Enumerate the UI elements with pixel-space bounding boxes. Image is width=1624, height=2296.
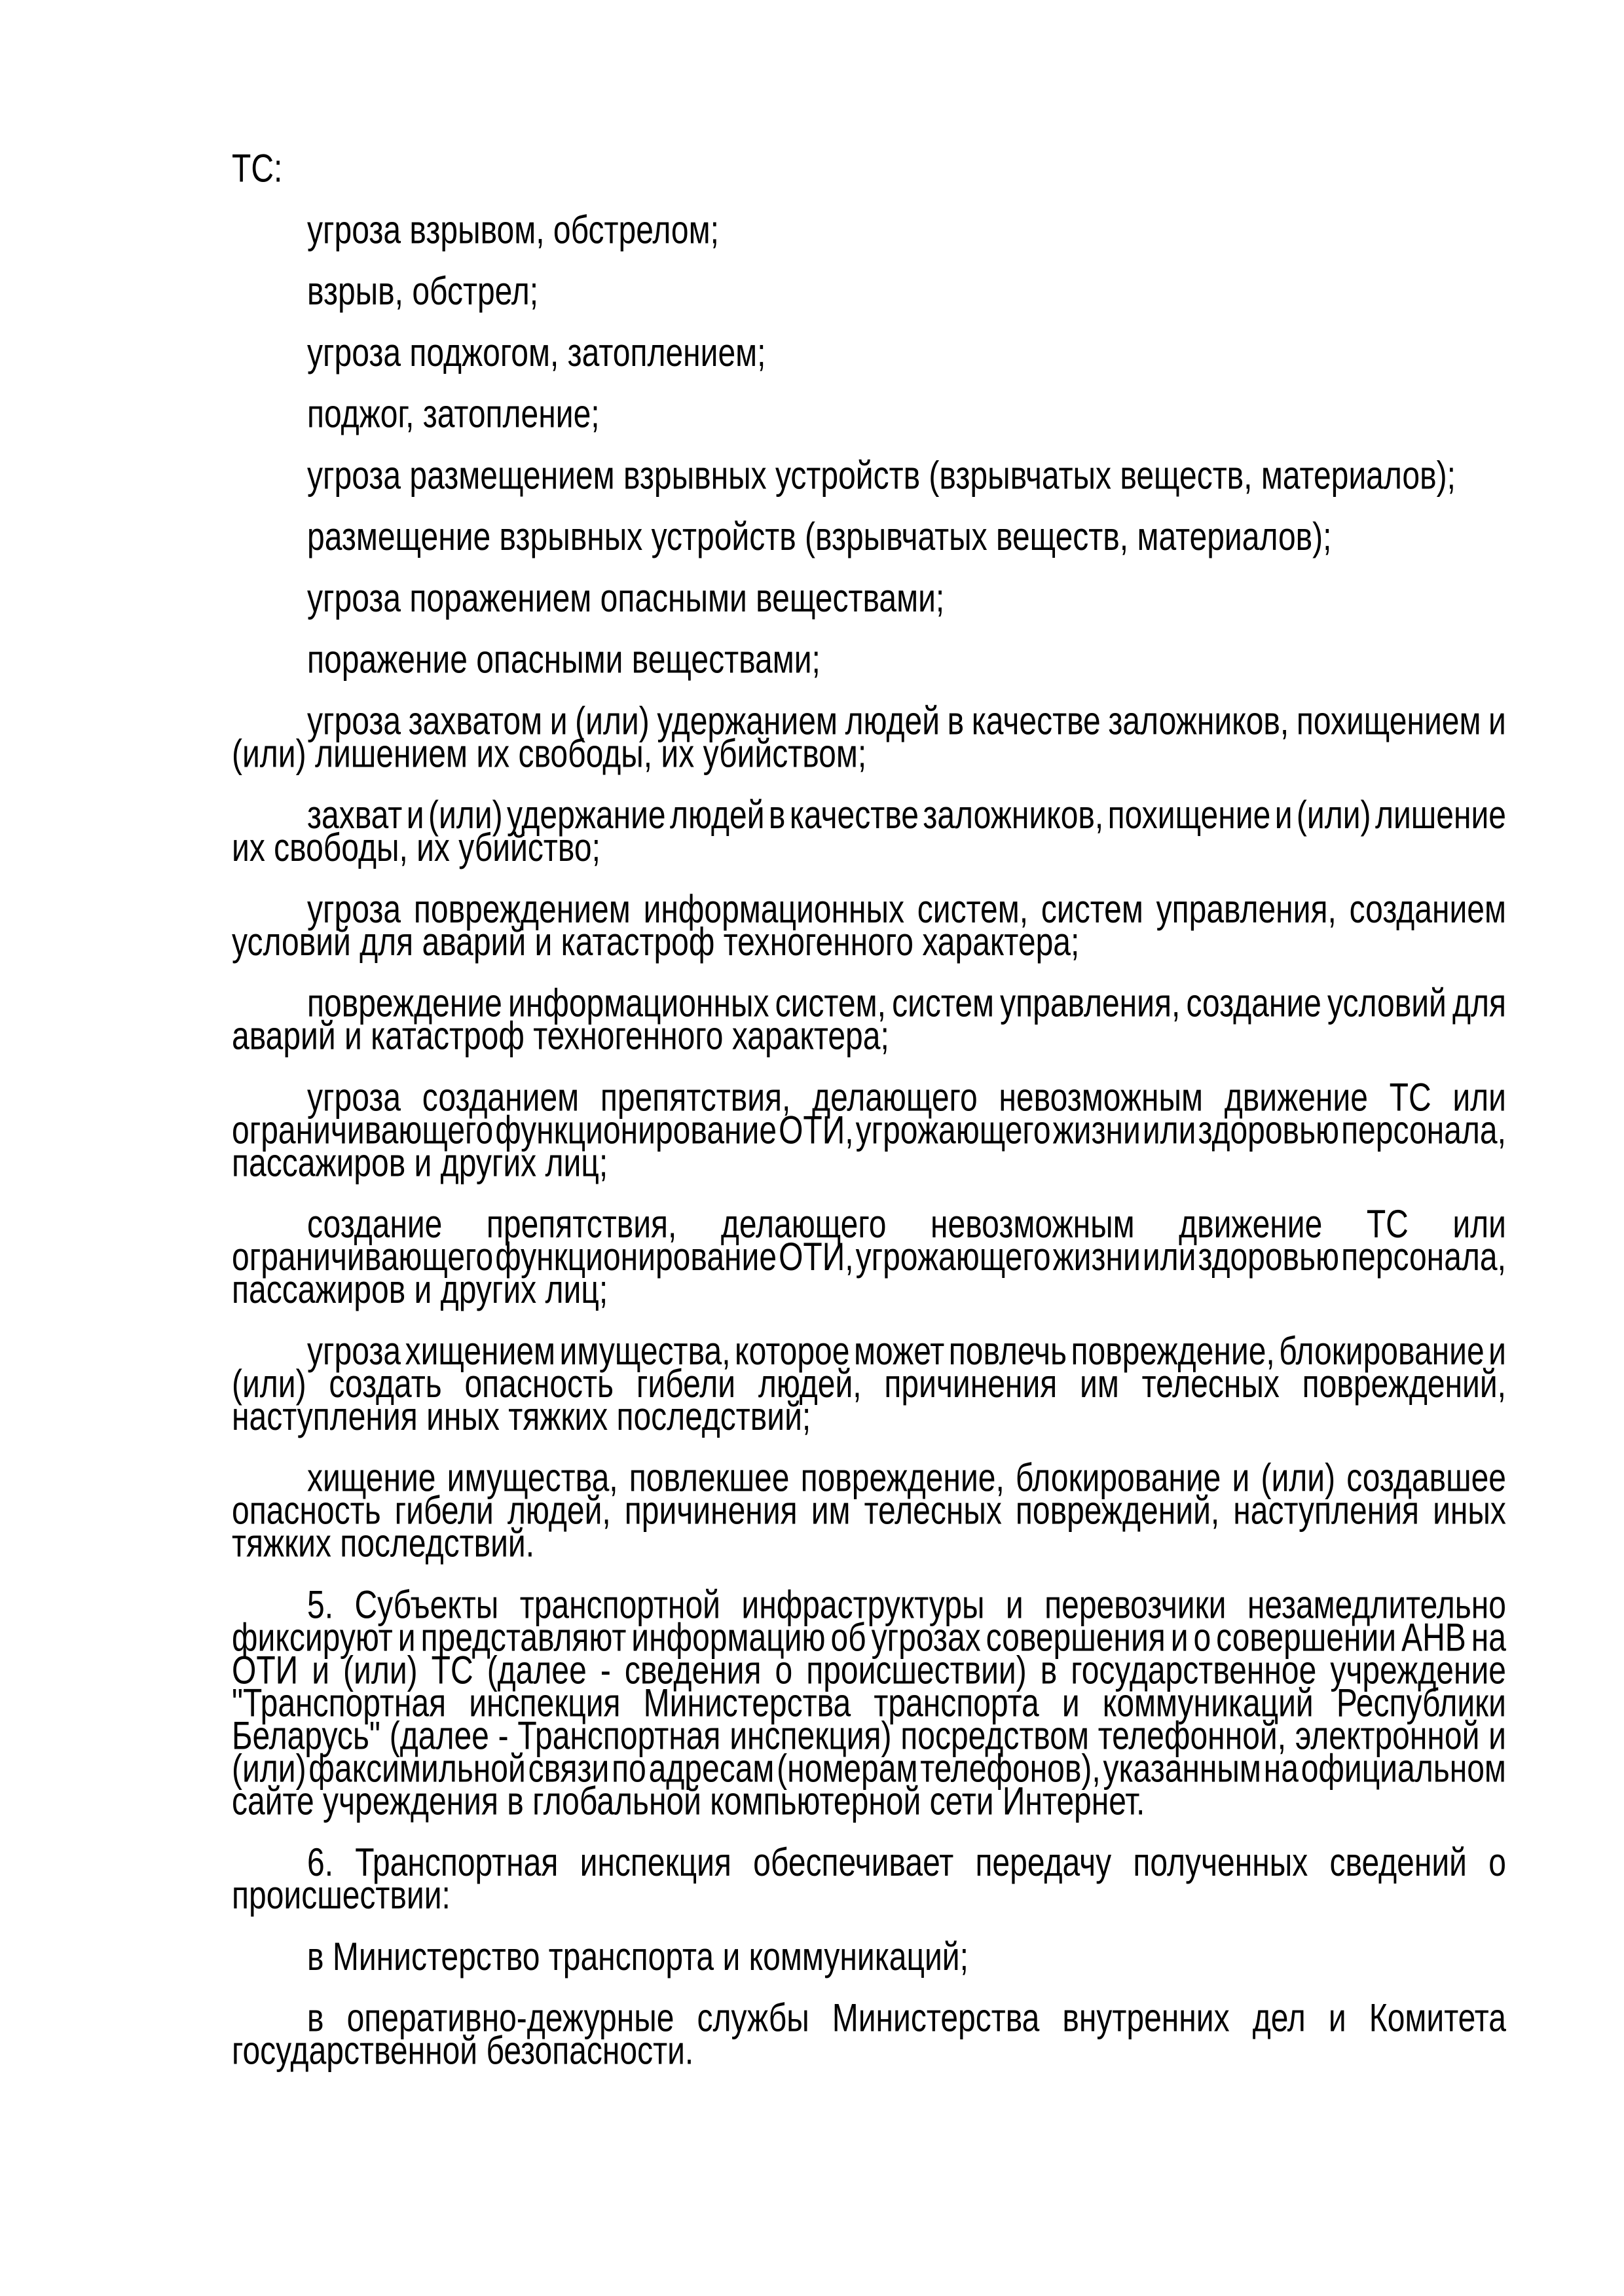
- word: полученных: [1133, 1841, 1308, 1885]
- paragraph: [232, 793, 1506, 870]
- word: телефонной,: [1098, 1714, 1287, 1758]
- word: заложников,: [1108, 699, 1289, 743]
- word: повреждение: [307, 982, 502, 1026]
- word: блокирование: [1015, 1457, 1221, 1501]
- word: управления,: [1000, 982, 1181, 1026]
- word: (или): [232, 1362, 306, 1406]
- word: службы: [697, 1997, 809, 2041]
- word: персонала,: [1341, 1108, 1506, 1152]
- word: заложников,: [923, 793, 1104, 837]
- word: причинения: [624, 1489, 798, 1533]
- word: похищение: [1107, 793, 1271, 837]
- word: угроза: [307, 699, 401, 743]
- text-line: тяжких последствий.: [232, 1522, 535, 1566]
- word: (или): [575, 699, 650, 743]
- word: Министерства: [832, 1997, 1040, 2041]
- word: "Транспортная: [232, 1681, 447, 1725]
- word: (номерам: [777, 1747, 918, 1791]
- word: удержанием: [657, 699, 838, 743]
- word: инфраструктуры: [741, 1583, 985, 1627]
- text-line: пассажиров и других лиц;: [232, 1141, 608, 1185]
- word: инспекция): [729, 1714, 892, 1758]
- word: управления,: [1156, 888, 1337, 932]
- word: которое: [735, 1330, 850, 1374]
- word: происшествии): [806, 1649, 1027, 1692]
- text-line: поджог, затопление;: [307, 393, 600, 437]
- word: внутренних: [1062, 1997, 1230, 2041]
- word: перевозчики: [1044, 1583, 1227, 1627]
- word: сведений: [1329, 1841, 1467, 1885]
- word: о: [775, 1649, 793, 1692]
- word: угроза: [307, 1076, 401, 1120]
- text-line: угроза взрывом, обстрелом;: [307, 208, 719, 252]
- word: коммуникаций: [1102, 1681, 1314, 1725]
- text-line: угроза поражением опасными веществами;: [307, 577, 945, 621]
- text-line: наступления иных тяжких последствий;: [232, 1395, 811, 1439]
- word: адресам: [648, 1747, 775, 1791]
- word: опасность: [232, 1489, 381, 1533]
- word: и: [1488, 699, 1506, 743]
- word: в: [947, 699, 965, 743]
- word: факсимильной: [308, 1747, 526, 1791]
- word: и: [549, 699, 568, 743]
- word: ОТИ,: [779, 1108, 854, 1152]
- word: угрозах: [871, 1616, 981, 1660]
- word: -: [600, 1649, 611, 1692]
- word: Беларусь": [232, 1714, 380, 1758]
- word: похищением: [1296, 699, 1481, 743]
- word: лишение: [1375, 793, 1506, 837]
- word: в: [307, 1997, 324, 2041]
- word: захват: [307, 793, 403, 837]
- word: ТС: [1389, 1076, 1431, 1120]
- word: движение: [1224, 1076, 1368, 1120]
- word: телефонов),: [920, 1747, 1101, 1791]
- word: представляют: [420, 1616, 627, 1660]
- word: на: [1263, 1747, 1299, 1791]
- word: хищение: [307, 1457, 436, 1501]
- word: хищением: [405, 1330, 556, 1374]
- word: имущества,: [447, 1457, 618, 1501]
- word: и: [406, 793, 424, 837]
- word: функционирование: [495, 1235, 777, 1279]
- word: обеспечивает: [753, 1841, 954, 1885]
- word: людей: [670, 793, 765, 837]
- word: и: [397, 1616, 416, 1660]
- word: инспекция: [469, 1681, 621, 1725]
- word: делающего: [812, 1076, 978, 1120]
- word: создание: [1186, 982, 1321, 1026]
- word: указанным: [1103, 1747, 1261, 1791]
- word: движение: [1179, 1203, 1323, 1247]
- word: им: [1080, 1362, 1119, 1406]
- text-line: угроза поджогом, затоплением;: [307, 331, 766, 375]
- word: -: [498, 1714, 509, 1758]
- paragraph: [232, 577, 1506, 621]
- word: повреждением: [413, 888, 631, 932]
- word: государственное: [1071, 1649, 1317, 1692]
- word: или: [1142, 1108, 1196, 1152]
- word: невозможным: [999, 1076, 1204, 1120]
- paragraph: [232, 888, 1506, 964]
- word: в: [1040, 1649, 1058, 1692]
- word: телесных: [1141, 1362, 1280, 1406]
- word: АНВ: [1401, 1616, 1466, 1660]
- word: препятствия,: [600, 1076, 791, 1120]
- paragraph: [232, 147, 1506, 191]
- text-line: в Министерство транспорта и коммуникаций;: [307, 1935, 969, 1979]
- word: на: [1471, 1616, 1506, 1660]
- word: систем,: [917, 888, 1029, 932]
- word: 6.: [307, 1841, 334, 1885]
- text-line: ТС:: [232, 147, 283, 191]
- word: Транспортная: [355, 1841, 559, 1885]
- word: создать: [329, 1362, 442, 1406]
- text-line: сайте учреждения в глобальной компьютерной сети Интернет.: [232, 1779, 1145, 1823]
- word: о: [1488, 1841, 1506, 1885]
- word: и: [1005, 1583, 1024, 1627]
- paragraph: [232, 1935, 1506, 1979]
- word: создание: [307, 1203, 443, 1247]
- word: информационных: [643, 888, 904, 932]
- word: повреждение,: [800, 1457, 1005, 1501]
- word: опасность: [464, 1362, 614, 1406]
- word: удержание: [506, 793, 666, 837]
- word: или: [1452, 1076, 1506, 1120]
- word: (или): [343, 1649, 418, 1692]
- word: наступления: [1233, 1489, 1420, 1533]
- text-line: условий для аварий и катастроф техногенного характера;: [232, 920, 1080, 964]
- word: (или): [428, 793, 503, 837]
- word: официальном: [1301, 1747, 1506, 1791]
- word: блокирование: [1279, 1330, 1485, 1374]
- word: (или): [1296, 793, 1371, 837]
- word: о: [1193, 1616, 1211, 1660]
- word: ТС: [1366, 1203, 1409, 1247]
- word: угроза: [307, 1330, 401, 1374]
- word: совершении: [1216, 1616, 1397, 1660]
- word: информацию: [631, 1616, 826, 1660]
- word: и: [312, 1649, 329, 1692]
- word: невозможным: [931, 1203, 1135, 1247]
- text-line: поражение опасными веществами;: [307, 638, 821, 682]
- paragraph: [232, 1203, 1506, 1312]
- word: ОТИ: [232, 1649, 299, 1692]
- paragraph: [232, 393, 1506, 437]
- word: для: [1452, 982, 1506, 1026]
- word: фиксируют: [232, 1616, 393, 1660]
- word: жизни: [1052, 1108, 1141, 1152]
- word: или: [1452, 1203, 1506, 1247]
- word: повреждений,: [1302, 1362, 1506, 1406]
- word: качестве: [971, 699, 1101, 743]
- word: гибели: [394, 1489, 494, 1533]
- word: здоровью: [1198, 1108, 1340, 1152]
- word: созданием: [1349, 888, 1506, 932]
- text-line: происшествии:: [232, 1874, 451, 1918]
- word: дел: [1252, 1997, 1306, 2041]
- word: функционирование: [495, 1108, 777, 1152]
- word: делающего: [720, 1203, 887, 1247]
- word: 5.: [307, 1583, 334, 1627]
- word: и: [1328, 1997, 1346, 2041]
- text-line: пассажиров и других лиц;: [232, 1268, 608, 1312]
- word: людей,: [507, 1489, 611, 1533]
- word: информационных: [508, 982, 769, 1026]
- word: транспортной: [519, 1583, 720, 1627]
- word: (или): [232, 1747, 306, 1791]
- word: иных: [1433, 1489, 1506, 1533]
- word: и: [1170, 1616, 1189, 1660]
- paragraph: [232, 331, 1506, 375]
- word: систем: [1041, 888, 1143, 932]
- word: совершения: [986, 1616, 1166, 1660]
- word: (далее: [389, 1714, 489, 1758]
- word: и: [1488, 1330, 1506, 1374]
- paragraph: [232, 208, 1506, 252]
- word: гибели: [636, 1362, 736, 1406]
- word: передачу: [975, 1841, 1112, 1885]
- paragraph: [232, 515, 1506, 559]
- word: препятствия,: [486, 1203, 677, 1247]
- text-line: государственной безопасности.: [232, 2030, 694, 2073]
- word: людей: [845, 699, 940, 743]
- word: учреждение: [1330, 1649, 1506, 1692]
- text-line: взрыв, обстрел;: [307, 270, 539, 314]
- paragraph: [232, 638, 1506, 682]
- word: незамедлительно: [1247, 1583, 1506, 1627]
- word: повлечь: [948, 1330, 1067, 1374]
- word: им: [811, 1489, 851, 1533]
- word: созданием: [422, 1076, 580, 1120]
- word: и: [1274, 793, 1293, 837]
- word: и: [1232, 1457, 1250, 1501]
- word: может: [853, 1330, 945, 1374]
- word: и: [1488, 1714, 1506, 1758]
- text-line: (или) лишением их свободы, их убийством;: [232, 732, 867, 776]
- word: посредством: [900, 1714, 1089, 1758]
- word: транспорта: [874, 1681, 1039, 1725]
- word: об: [830, 1616, 866, 1660]
- word: ТС: [431, 1649, 473, 1692]
- paragraph: [232, 1457, 1506, 1566]
- paragraph: [232, 982, 1506, 1059]
- word: ограничивающего: [232, 1108, 494, 1152]
- word: и: [1061, 1681, 1080, 1725]
- word: Республики: [1336, 1681, 1506, 1725]
- text-line: их свободы, их убийство;: [232, 826, 600, 870]
- word: причинения: [884, 1362, 1058, 1406]
- text-line: угроза размещением взрывных устройств (взрывчатых веществ, материалов);: [307, 454, 1456, 498]
- word: повреждение,: [1071, 1330, 1275, 1374]
- word: здоровью: [1198, 1235, 1340, 1279]
- word: людей,: [758, 1362, 862, 1406]
- word: угроза: [307, 888, 401, 932]
- paragraph: [232, 454, 1506, 498]
- word: ОТИ,: [779, 1235, 854, 1279]
- word: угрожающего: [855, 1108, 1051, 1152]
- word: качестве: [789, 793, 919, 837]
- word: жизни: [1052, 1235, 1141, 1279]
- paragraph: [232, 1583, 1506, 1823]
- word: повреждений,: [1015, 1489, 1220, 1533]
- word: создавшее: [1346, 1457, 1506, 1501]
- word: Транспортная: [517, 1714, 721, 1758]
- paragraph: [232, 1997, 1506, 2073]
- word: Комитета: [1369, 1997, 1506, 2041]
- word: (далее: [487, 1649, 587, 1692]
- word: сведения: [624, 1649, 762, 1692]
- paragraph: [232, 1076, 1506, 1185]
- word: персонала,: [1341, 1235, 1506, 1279]
- word: условий: [1327, 982, 1447, 1026]
- word: или: [1142, 1235, 1196, 1279]
- paragraph: [232, 699, 1506, 776]
- word: по: [612, 1747, 646, 1791]
- word: связи: [528, 1747, 610, 1791]
- paragraph: [232, 1841, 1506, 1918]
- word: систем: [892, 982, 995, 1026]
- word: Министерства: [643, 1681, 851, 1725]
- word: имущества,: [559, 1330, 731, 1374]
- word: оперативно-дежурные: [346, 1997, 674, 2041]
- word: ограничивающего: [232, 1235, 494, 1279]
- word: угрожающего: [855, 1235, 1051, 1279]
- paragraph: [232, 270, 1506, 314]
- word: телесных: [864, 1489, 1002, 1533]
- text-line: аварий и катастроф техногенного характера;: [232, 1015, 889, 1059]
- word: (или): [1261, 1457, 1336, 1501]
- word: электронной: [1295, 1714, 1480, 1758]
- word: повлекшее: [629, 1457, 790, 1501]
- paragraph: [232, 1330, 1506, 1439]
- word: захватом: [408, 699, 543, 743]
- word: инспекция: [580, 1841, 731, 1885]
- word: систем,: [775, 982, 886, 1026]
- word: в: [768, 793, 786, 837]
- word: Субъекты: [354, 1583, 499, 1627]
- text-line: размещение взрывных устройств (взрывчатых веществ, материалов);: [307, 515, 1332, 559]
